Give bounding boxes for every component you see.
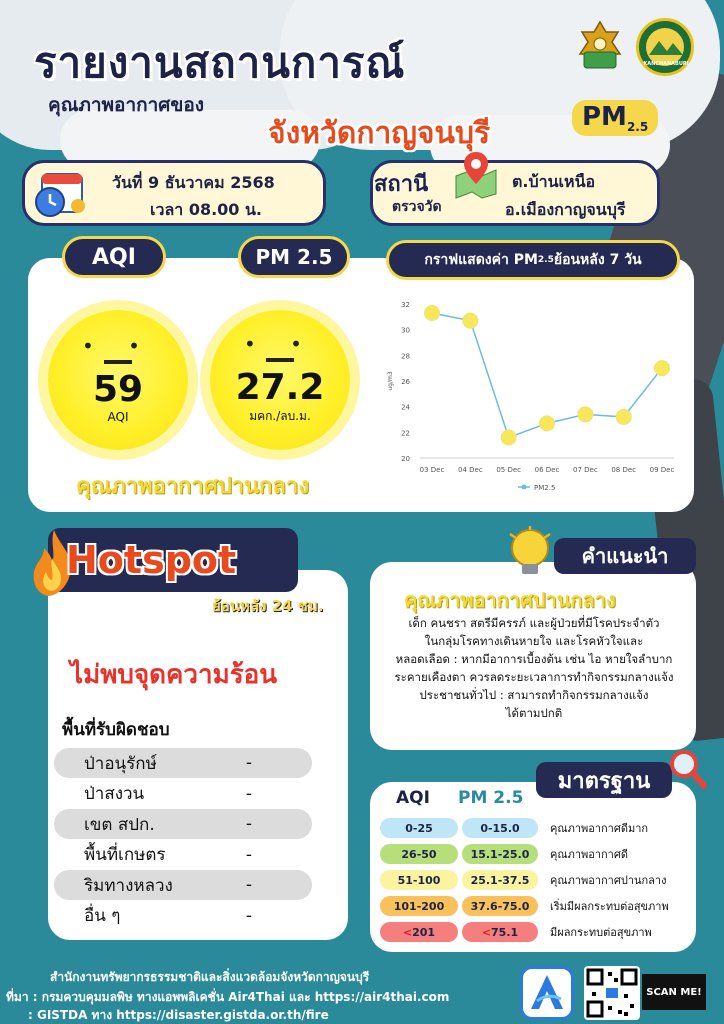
standard-aqi-range xyxy=(380,844,458,864)
advice-line: ได้ตามปกติ xyxy=(505,706,563,720)
standard-description: คุณภาพอากาศดี xyxy=(550,848,628,861)
standard-pm-text: 37.6-75.0 xyxy=(470,899,530,913)
y-tick-label: 28 xyxy=(401,352,410,361)
y-tick-label: 32 xyxy=(401,301,410,309)
standard-description: คุณภาพอากาศดีมาก xyxy=(550,822,649,835)
pm25-bubble xyxy=(210,310,350,450)
hotspot-subtitle: ย้อนหลัง 24 ชม. xyxy=(212,597,324,615)
advice-line: หลอดเลือด : หากมีอาการเบื้องต้น เช่น ไอ หายใจลำบาก xyxy=(395,652,673,666)
standard-aqi-text: 201 xyxy=(412,925,436,939)
data-point xyxy=(425,305,440,320)
standard-pm-range xyxy=(462,896,538,916)
footer-source: ที่มา : กรมควบคุมมลพิษ ทางแอพพลิเคชั่น Air4Thai และ https://air4thai.com xyxy=(6,990,450,1004)
standard-pm-range xyxy=(462,818,538,838)
area-value: - xyxy=(245,783,252,804)
footer-agency: สำนักงานทรัพยากรธรรมชาติและสิ่งแวดล้อมจังหวัดกาญจนบุรี xyxy=(50,970,370,984)
area-row xyxy=(54,748,312,778)
area-value: - xyxy=(245,814,252,834)
qr-code[interactable] xyxy=(584,966,640,1020)
magnifier-icon xyxy=(668,748,708,792)
station-district: อ.เมืองกาญจนบุรี xyxy=(505,200,626,219)
y-tick-label: 26 xyxy=(401,378,410,386)
province-seal-icon xyxy=(572,18,628,74)
advice-title: คำแนะนำ xyxy=(554,538,696,574)
x-tick-label: 09 Dec xyxy=(649,466,675,474)
aqi-value: 59 xyxy=(92,369,144,411)
scan-me-label: SCAN ME! xyxy=(642,974,706,1010)
province-title: จังหวัดกาญจนบุรี xyxy=(268,116,491,151)
area-row xyxy=(54,840,312,870)
standard-pm-text: 15.1-25.0 xyxy=(470,847,530,861)
standard-row xyxy=(380,920,652,944)
data-point xyxy=(578,407,593,422)
area-row xyxy=(54,870,312,900)
hotspot-title: Hotspot xyxy=(66,538,237,582)
area-name: ป่าอนุรักษ์ xyxy=(84,753,157,774)
pm25-value: 27.2 xyxy=(235,366,325,408)
standard-pm-range xyxy=(462,922,538,942)
area-name: อื่น ๆ xyxy=(84,906,121,926)
standard-aqi-range xyxy=(380,896,458,916)
greater-than-icon: < xyxy=(402,925,413,939)
standard-description: คุณภาพอากาศปานกลาง xyxy=(550,874,667,887)
aqi-bubble xyxy=(48,310,188,450)
hotspot-status: ไม่พบจุดความร้อน xyxy=(70,660,278,690)
x-tick-label: 04 Dec xyxy=(457,466,483,474)
y-axis-label: ug/m3 xyxy=(387,371,394,391)
data-point xyxy=(655,361,670,376)
standard-row xyxy=(380,842,628,866)
map-pin-icon xyxy=(452,150,500,200)
standard-row xyxy=(380,816,648,840)
area-value: - xyxy=(245,753,252,773)
data-point xyxy=(463,313,478,328)
quality-label: คุณภาพอากาศปานกลาง xyxy=(76,474,309,499)
x-tick-label: 05 Dec xyxy=(496,466,522,474)
x-tick-label: 03 Dec xyxy=(419,466,445,474)
kanchanaburi-logo xyxy=(636,18,694,76)
area-value: - xyxy=(245,905,252,926)
standard-pm-range xyxy=(462,870,538,890)
pm25-line-chart xyxy=(378,296,684,500)
legend-label: PM2.5 xyxy=(534,484,556,492)
standard-aqi-text: 26-50 xyxy=(401,847,437,861)
area-row xyxy=(54,901,312,931)
standard-title: มาตรฐาน xyxy=(536,762,672,798)
station-label: สถานี xyxy=(374,172,429,197)
data-point xyxy=(616,409,631,424)
x-tick-label: 06 Dec xyxy=(534,466,560,474)
neutral-face-mouth xyxy=(104,360,132,364)
aqi-unit: AQI xyxy=(107,409,129,424)
x-tick-label: 07 Dec xyxy=(572,466,598,474)
calendar-clock-icon xyxy=(28,166,90,222)
chart-header: กราฟแสดงค่า PM 2.5 ย้อนหลัง 7 วัน xyxy=(386,240,680,280)
area-value: - xyxy=(245,844,252,865)
standard-aqi-range xyxy=(380,870,458,890)
standard-aqi-text: 101-200 xyxy=(393,899,445,913)
advice-line: ในกลุ่มโรคทางเดินหายใจ และโรคหัวใจและ xyxy=(424,634,644,648)
pm25-header: PM 2.5 xyxy=(238,236,350,278)
standard-pm-text: 0-15.0 xyxy=(480,821,520,835)
logo-text: KANCHANABURI xyxy=(643,61,689,67)
standard-aqi-range xyxy=(380,818,458,838)
area-name: ริมทางหลวง xyxy=(84,875,173,896)
y-tick-label: 24 xyxy=(401,403,410,412)
neutral-face-icon: • • xyxy=(82,334,154,359)
station-subdistrict: ต.บ้านเหนือ xyxy=(512,172,596,191)
standard-aqi-range xyxy=(380,922,458,942)
advice-line: เด็ก คนชรา สตรีมีครรภ์ และผู้ป่วยที่มีโรคประจำตัว xyxy=(408,616,660,630)
report-date: วันที่ 9 ธันวาคม 2568 xyxy=(112,173,275,192)
advice-line: ระคายเคืองตา ควรลดระยะเวลาการทำกิจกรรมกลางแจ้ง xyxy=(394,670,674,684)
greater-than-icon: < xyxy=(481,925,492,939)
advice-line: ประชาชนทั่วไป : สามารถทำกิจกรรมกลางแจ้ง xyxy=(419,688,649,702)
standard-aqi-header: AQI xyxy=(396,788,430,808)
area-name: พื้นที่เกษตร xyxy=(84,845,166,865)
standard-description: มีผลกระทบต่อสุขภาพ xyxy=(550,926,652,939)
footer-source-2: : GISTDA ทาง https://disaster.gistda.or.th/fire xyxy=(28,1008,329,1022)
area-heading: พื้นที่รับผิดชอบ xyxy=(62,720,170,740)
area-row xyxy=(54,779,312,809)
standard-pm-text: 75.1 xyxy=(491,925,519,939)
pm25-unit: มคก./ลบ.ม. xyxy=(249,409,311,424)
page-title: รายงานสถานการณ์ xyxy=(34,38,406,87)
standard-pm-header: PM 2.5 xyxy=(458,788,524,808)
y-tick-label: 30 xyxy=(401,326,410,335)
station-label-2: ตรวจวัด xyxy=(392,199,442,215)
advice-quality: คุณภาพอากาศปานกลาง xyxy=(404,588,616,612)
legend-marker xyxy=(522,485,527,490)
report-time: เวลา 08.00 น. xyxy=(150,200,263,219)
air4thai-app-icon[interactable] xyxy=(520,966,574,1020)
aqi-header: AQI xyxy=(62,236,166,278)
x-tick-label: 08 Dec xyxy=(611,466,637,474)
lightbulb-icon xyxy=(506,526,554,580)
standard-aqi-text: 51-100 xyxy=(397,873,441,887)
standard-row xyxy=(380,894,669,918)
data-point xyxy=(501,430,516,445)
standard-description: เริ่มมีผลกระทบต่อสุขภาพ xyxy=(550,900,669,913)
standard-row xyxy=(380,868,666,892)
pm25-badge: $PM_{2.5}$ xyxy=(572,100,658,136)
data-point xyxy=(540,416,555,431)
standard-aqi-text: 0-25 xyxy=(405,821,433,835)
page-subtitle: คุณภาพอากาศของ xyxy=(48,94,205,116)
standard-pm-text: 25.1-37.5 xyxy=(470,873,530,887)
area-value: - xyxy=(245,875,252,895)
standard-pm-range xyxy=(462,844,538,864)
area-name: ป่าสงวน xyxy=(84,784,145,804)
y-tick-label: 22 xyxy=(401,429,410,438)
y-tick-label: 20 xyxy=(401,455,410,463)
neutral-face-icon: • • xyxy=(244,331,316,356)
neutral-face-mouth xyxy=(266,358,294,362)
advice-text xyxy=(376,614,692,722)
area-row xyxy=(54,809,312,839)
area-name: เขต สปก. xyxy=(84,814,155,835)
